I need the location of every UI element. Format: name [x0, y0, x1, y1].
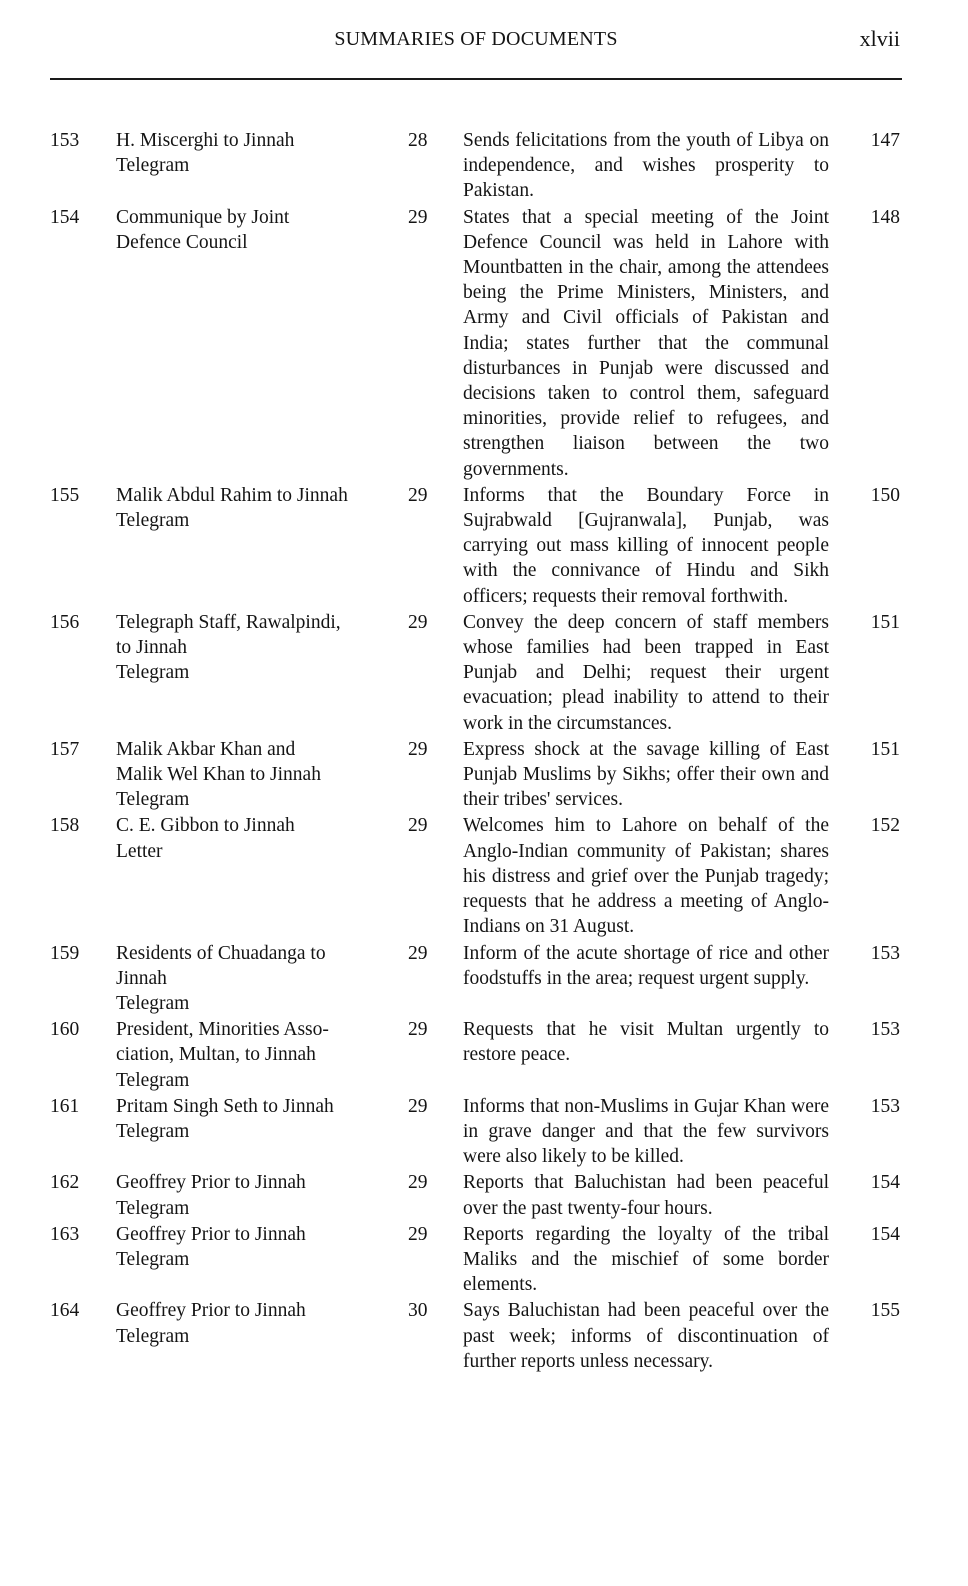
correspondent-line: Telegram	[116, 1325, 190, 1347]
correspondent	[116, 1222, 408, 1298]
running-title: SUMMARIES OF DOCUMENTS	[334, 28, 618, 50]
correspondent-line: Geoffrey Prior to Jinnah	[116, 1172, 306, 1194]
document-page-reference: 151	[870, 738, 900, 760]
document-page-reference: 152	[870, 815, 900, 837]
correspondent	[116, 483, 408, 609]
document-number: 153	[50, 130, 80, 151]
document-page-reference: 154	[870, 1223, 900, 1245]
document-summary: Informs that the Boundary Force in Sujrabwald [Gujranwala], Punjab, was carrying out mass killing of innocent people with the connivance of Hindu and Sikh officers; requests their removal forthwith.	[463, 484, 829, 607]
document-date: 29	[408, 611, 428, 633]
document-entry	[50, 483, 902, 609]
document-page-reference: 150	[870, 484, 900, 506]
correspondent-line: Geoffrey Prior to Jinnah	[116, 1223, 306, 1245]
correspondent-line: H. Miscerghi to Jinnah	[116, 130, 295, 151]
correspondent-line: Communique by Joint	[116, 206, 290, 228]
correspondent	[116, 941, 408, 1017]
correspondent	[116, 205, 408, 482]
correspondent-line: Telegram	[116, 510, 190, 532]
document-date: 29	[408, 1095, 428, 1117]
document-summary: Reports that Baluchistan had been peaceful over the past twenty-four hours.	[463, 1172, 829, 1219]
document-page-reference: 154	[870, 1172, 900, 1194]
correspondent	[116, 737, 408, 813]
document-entry	[50, 1017, 902, 1093]
document-summary: Welcomes him to Lahore on behalf of the Anglo-Indian community of Pakistan; shares his distress and grief over the Punjab tragedy; requests that he address a meeting of Anglo-Indians on 31 August.	[463, 815, 829, 938]
document-entry	[50, 941, 902, 1017]
document-number: 162	[50, 1172, 80, 1194]
document-number: 157	[50, 738, 80, 760]
correspondent	[116, 1017, 408, 1093]
correspondent-line: Malik Wel Khan to Jinnah	[116, 764, 321, 786]
document-number: 160	[50, 1019, 80, 1041]
document-number: 163	[50, 1223, 80, 1245]
document-entry	[50, 737, 902, 813]
document-entry	[50, 813, 902, 939]
document-summary: States that a special meeting of the Joint Defence Council was held in Lahore with Mountbatten in the chair, among the attendees being the Prime Ministers, Ministers, and Army and Civil officials of Pakistan and India; states further that the communal disturbances in Punjab were discussed and decisions taken to control them, safeguard minorities, provide relief to refugees, and strengthen liaison between the two governments.	[463, 206, 829, 480]
document-date: 29	[408, 206, 428, 228]
correspondent-line: Jinnah	[116, 967, 167, 989]
document-page-reference: 151	[870, 611, 900, 633]
correspondent-line: Telegram	[116, 155, 190, 177]
document-date: 30	[408, 1300, 428, 1322]
correspondent-line: Letter	[116, 840, 163, 862]
correspondent	[116, 1094, 408, 1170]
document-summary: Convey the deep concern of staff members whose families had been trapped in East Punjab and Delhi; request their urgent evacuation; plead inability to attend to their work in the circumstances.	[463, 611, 829, 734]
document-entry	[50, 128, 902, 204]
document-date: 29	[408, 1019, 428, 1041]
document-page-reference: 147	[870, 130, 900, 151]
correspondent-line: Telegram	[116, 789, 190, 811]
document-page-reference: 153	[870, 942, 900, 964]
correspondent-line: Telegram	[116, 1248, 190, 1270]
document-summary: Informs that non-Muslims in Gujar Khan were in grave danger and that the few survivors were also likely to be killed.	[463, 1095, 829, 1168]
correspondent-line: President, Minorities Asso-	[116, 1019, 329, 1041]
page-number: xlvii	[859, 26, 900, 51]
page-header	[50, 24, 902, 80]
document-summary-list	[50, 128, 902, 1375]
document-entry	[50, 1222, 902, 1298]
document-date: 29	[408, 484, 428, 506]
document-date: 29	[408, 1172, 428, 1194]
correspondent-line: Pritam Singh Seth to Jinnah	[116, 1095, 334, 1117]
correspondent-line: Malik Akbar Khan and	[116, 738, 296, 760]
document-entry	[50, 1298, 902, 1374]
document-date: 29	[408, 1223, 428, 1245]
document-number: 161	[50, 1095, 80, 1117]
document-summary: Express shock at the savage killing of East Punjab Muslims by Sikhs; offer their own and their tribes' services.	[463, 738, 829, 811]
document-page-reference: 148	[870, 206, 900, 228]
correspondent	[116, 128, 408, 204]
document-date: 29	[408, 942, 428, 964]
document-number: 155	[50, 484, 80, 506]
correspondent	[116, 610, 408, 736]
correspondent-line: C. E. Gibbon to Jinnah	[116, 815, 295, 837]
correspondent-line: ciation, Multan, to Jinnah	[116, 1044, 316, 1066]
correspondent-line: Telegram	[116, 1120, 190, 1142]
correspondent-line: Residents of Chuadanga to	[116, 942, 326, 964]
document-number: 156	[50, 611, 80, 633]
document-page-reference: 153	[870, 1019, 900, 1041]
document-date: 29	[408, 738, 428, 760]
correspondent-line: Telegram	[116, 1069, 190, 1091]
document-number: 164	[50, 1300, 80, 1322]
document-date: 29	[408, 815, 428, 837]
document-entry	[50, 205, 902, 482]
document-number: 154	[50, 206, 80, 228]
correspondent-line: Telegram	[116, 662, 190, 684]
document-page-reference: 155	[870, 1300, 900, 1322]
document-number: 159	[50, 942, 80, 964]
document-summary: Inform of the acute shortage of rice and other foodstuffs in the area; request urgent supply.	[463, 942, 829, 989]
document-page-reference: 153	[870, 1095, 900, 1117]
correspondent-line: Malik Abdul Rahim to Jinnah	[116, 484, 348, 506]
correspondent-line: Telegraph Staff, Rawalpindi,	[116, 611, 341, 633]
correspondent	[116, 813, 408, 939]
document-entry	[50, 1094, 902, 1170]
correspondent-line: Telegram	[116, 992, 190, 1014]
correspondent-line: Geoffrey Prior to Jinnah	[116, 1300, 306, 1322]
correspondent	[116, 1298, 408, 1374]
document-summary: Requests that he visit Multan urgently to restore peace.	[463, 1019, 829, 1066]
document-summary: Reports regarding the loyalty of the tribal Maliks and the mischief of some border elements.	[463, 1223, 829, 1296]
document-entry	[50, 1170, 902, 1220]
document-number: 158	[50, 815, 80, 837]
document-date: 28	[408, 130, 428, 151]
document-entry	[50, 610, 902, 736]
correspondent-line: Defence Council	[116, 231, 248, 253]
correspondent-line: Telegram	[116, 1197, 190, 1219]
document-summary: Says Baluchistan had been peaceful over the past week; informs of discontinuation of further reports unless necessary.	[463, 1300, 829, 1372]
document-summary: Sends felicitations from the youth of Libya on independence, and wishes prosperity to Pakistan.	[463, 130, 829, 202]
correspondent-line: to Jinnah	[116, 637, 187, 659]
correspondent	[116, 1170, 408, 1220]
